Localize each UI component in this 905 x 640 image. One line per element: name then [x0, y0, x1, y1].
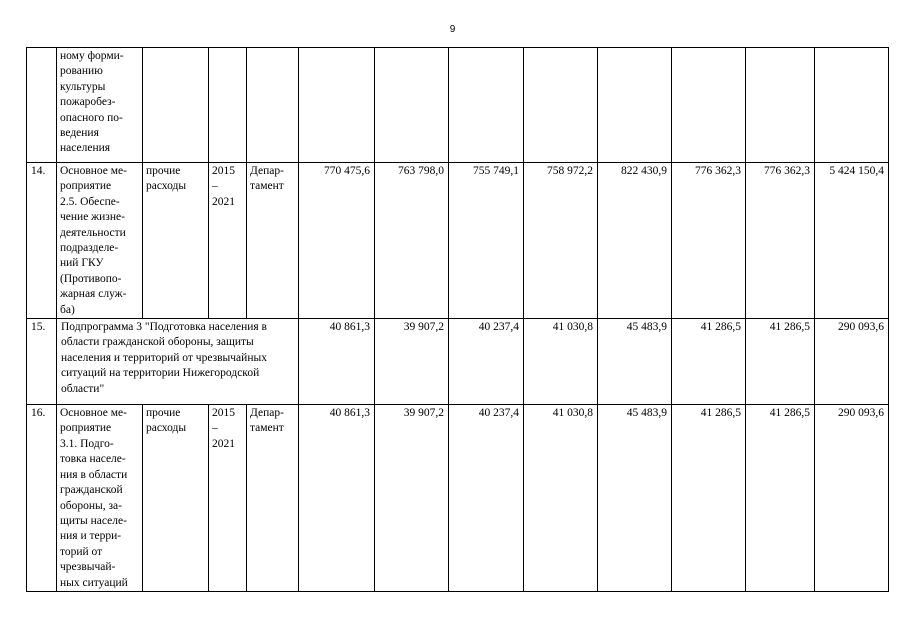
- measure-name-line: 2.5. Обеспе-: [60, 195, 120, 208]
- table-row: [27, 405, 889, 592]
- measure-name-line: ний ГКУ: [60, 257, 104, 270]
- measure-name-line: рованию: [60, 65, 103, 78]
- years-part: 2021: [212, 437, 235, 450]
- subprogram-title-cell: Подпрограмма 3 "Подготовка населения в области гражданской обороны, защиты населения и территорий от чрезвычайных ситуаций на территории Нижегородской области": [57, 319, 299, 405]
- measure-name-line: Основное ме-: [60, 165, 127, 177]
- years-cell: [209, 405, 247, 592]
- amount-cell: 770 475,6: [299, 163, 375, 319]
- measure-name-line: Основное ме-: [60, 407, 127, 420]
- measure-name-line: жарная служ-: [60, 288, 127, 301]
- page-number: 9: [449, 24, 456, 35]
- measure-name-line: ба): [60, 303, 75, 316]
- measure-name-line: чение жизне-: [60, 211, 125, 224]
- expense-type-cell: [143, 48, 209, 163]
- years-part: 2015: [212, 165, 235, 177]
- amount-cell: 5 424 150,4: [815, 163, 889, 319]
- amount-cell: 39 907,2: [375, 319, 449, 405]
- amount-cell: 758 972,2: [524, 163, 598, 319]
- amount-cell: 763 798,0: [375, 163, 449, 319]
- amount-cell: 40 861,3: [299, 319, 375, 405]
- executor-cell: Депар-тамент: [247, 405, 299, 592]
- measure-name-cell: [57, 405, 143, 592]
- measure-name-cell: [57, 48, 143, 163]
- measure-name-line: ному форми-: [60, 50, 124, 62]
- measure-name-line: ведения: [60, 127, 99, 140]
- measure-name-line: ных ситуаций: [60, 576, 128, 589]
- years-part: 2021: [212, 195, 235, 208]
- years-cell: [209, 163, 247, 319]
- measure-name-line: ния и терри-: [60, 530, 122, 543]
- measure-name-line: чрезвычай-: [60, 561, 116, 574]
- amount-cell: 40 861,3: [299, 405, 375, 592]
- amount-cell: 41 030,8: [524, 405, 598, 592]
- row-number-cell: 14.: [27, 163, 57, 319]
- amount-cell: [524, 48, 598, 163]
- measure-name-line: товка населе-: [60, 453, 126, 466]
- measure-name-line: подразделе-: [60, 242, 119, 255]
- amount-cell: 41 286,5: [746, 405, 815, 592]
- amount-cell: 776 362,3: [746, 163, 815, 319]
- amount-cell: 290 093,6: [815, 319, 889, 405]
- amount-cell: [375, 48, 449, 163]
- measure-name-line: деятельности: [60, 226, 126, 239]
- amount-cell: [672, 48, 746, 163]
- amount-cell: 40 237,4: [449, 319, 524, 405]
- amount-cell: [815, 48, 889, 163]
- row-number-cell: 15.: [27, 319, 57, 405]
- amount-cell: 40 237,4: [449, 405, 524, 592]
- measure-name-line: населения: [60, 142, 111, 155]
- amount-cell: 45 483,9: [598, 405, 672, 592]
- expense-type-cell: прочие расходы: [143, 405, 209, 592]
- amount-cell: [746, 48, 815, 163]
- years-part: –: [212, 422, 218, 435]
- measure-name-line: (Противопо-: [60, 272, 122, 285]
- amount-cell: 776 362,3: [672, 163, 746, 319]
- years-part: –: [212, 180, 218, 193]
- amount-cell: 45 483,9: [598, 319, 672, 405]
- measure-name-line: 3.1. Подго-: [60, 437, 114, 450]
- measure-name-line: щиты населе-: [60, 514, 127, 527]
- amount-cell: 41 286,5: [672, 405, 746, 592]
- amount-cell: 41 286,5: [746, 319, 815, 405]
- measure-name-line: гражданской: [60, 484, 123, 497]
- measure-name-line: роприятие: [60, 180, 112, 193]
- amount-cell: [449, 48, 524, 163]
- executor-cell: Депар-тамент: [247, 163, 299, 319]
- amount-cell: [299, 48, 375, 163]
- amount-cell: 290 093,6: [815, 405, 889, 592]
- measure-name-line: обороны, за-: [60, 499, 122, 512]
- amount-cell: 41 030,8: [524, 319, 598, 405]
- amount-cell: [598, 48, 672, 163]
- years-part: 2015: [212, 407, 235, 420]
- measure-name-line: опасного по-: [60, 111, 123, 124]
- measure-name-line: роприятие: [60, 422, 112, 435]
- amount-cell: 41 286,5: [672, 319, 746, 405]
- table-row: [27, 163, 889, 319]
- budget-table: [26, 47, 889, 592]
- amount-cell: 755 749,1: [449, 163, 524, 319]
- amount-cell: 822 430,9: [598, 163, 672, 319]
- measure-name-line: культуры: [60, 80, 106, 93]
- executor-cell: [247, 48, 299, 163]
- years-cell: [209, 48, 247, 163]
- expense-type-cell: прочие расходы: [143, 163, 209, 319]
- measure-name-cell: [57, 163, 143, 319]
- row-number-cell: 16.: [27, 405, 57, 592]
- row-number-cell: [27, 48, 57, 163]
- amount-cell: 39 907,2: [375, 405, 449, 592]
- measure-name-line: торий от: [60, 545, 103, 558]
- measure-name-line: ния в области: [60, 468, 128, 481]
- measure-name-line: пожаробез-: [60, 96, 116, 109]
- table-row: [27, 48, 889, 163]
- table-row: [27, 319, 889, 405]
